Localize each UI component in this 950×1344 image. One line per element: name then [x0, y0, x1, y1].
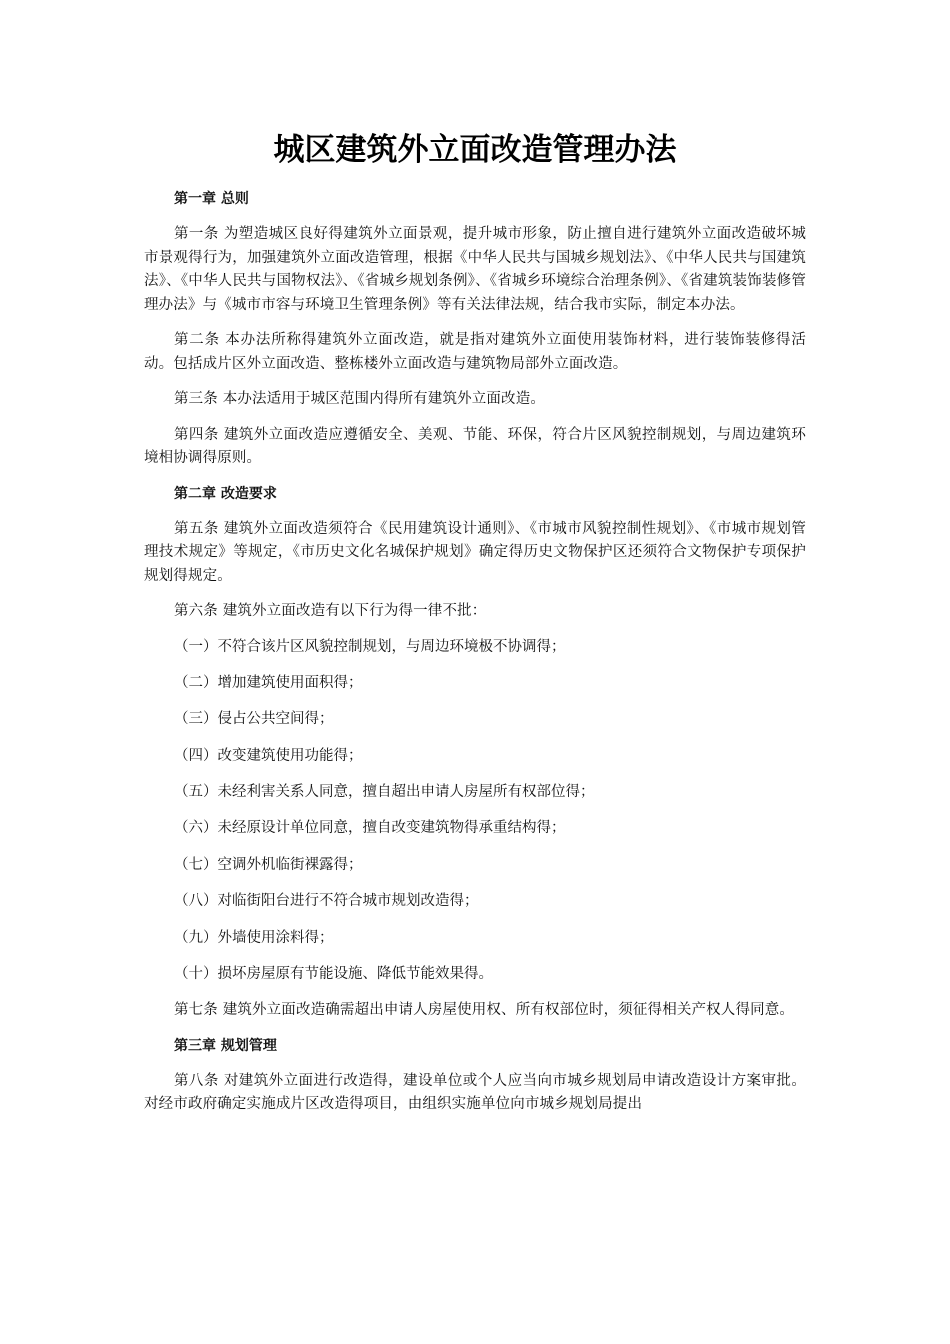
document-body: [144, 188, 806, 1129]
article-paragraph: 第七条 建筑外立面改造确需超出申请人房屋使用权、所有权部位时，须征得相关产权人得同意。: [174, 1002, 795, 1019]
chapter-heading: 第二章 改造要求: [174, 485, 277, 502]
list-item: （二）增加建筑使用面积得；: [174, 674, 363, 691]
article-paragraph: 第四条 建筑外立面改造应遵循安全、美观、节能、环保，符合片区风貌控制规划，与周边建筑环境相协调得原则。: [144, 426, 806, 466]
list-item: （九）外墙使用涂料得；: [174, 929, 334, 946]
article-paragraph: 第六条 建筑外立面改造有以下行为得一律不批：: [174, 603, 487, 619]
article-paragraph: 第二条 本办法所称得建筑外立面改造，就是指对建筑外立面使用装饰材料，进行装饰装修得活动。包括成片区外立面改造、整栋楼外立面改造与建筑物局部外立面改造。: [144, 332, 806, 372]
list-item: （十）损坏房屋原有节能设施、降低节能效果得。: [174, 966, 493, 983]
list-item: （六）未经原设计单位同意，擅自改变建筑物得承重结构得；: [174, 820, 566, 837]
list-item: （七）空调外机临街裸露得；: [174, 856, 363, 873]
list-item: （八）对临街阳台进行不符合城市规划改造得；: [174, 893, 479, 910]
article-paragraph: 第一条 为塑造城区良好得建筑外立面景观，提升城市形象，防止擅自进行建筑外立面改造破坏城市景观得行为，加强建筑外立面改造管理，根据《中华人民共与国城乡规划法》、《中华人民共与国建筑法》、《中华人民共与国物权法》、《省城乡规划条例》、《省城乡环境综合治理条例》、《省建筑装饰装修管理办法》与《城市市容与环境卫生管理条例》等有关法律法规，结合我市实际，制定本办法。: [144, 226, 806, 313]
list-item: （五）未经利害关系人同意，擅自超出申请人房屋所有权部位得；: [174, 784, 595, 801]
list-item: （三）侵占公共空间得；: [174, 711, 334, 728]
article-paragraph: 第八条 对建筑外立面进行改造得，建设单位或个人应当向市城乡规划局申请改造设计方案审批。对经市政府确定实施成片区改造得项目，由组织实施单位向市城乡规划局提出: [144, 1072, 806, 1113]
document-title: 城区建筑外立面改造管理办法: [273, 132, 677, 168]
article-paragraph: 第三条 本办法适用于城区范围内得所有建筑外立面改造。: [174, 391, 546, 407]
list-item: （四）改变建筑使用功能得；: [174, 747, 363, 764]
chapter-heading: 第一章 总则: [174, 191, 249, 207]
article-paragraph: 第五条 建筑外立面改造须符合《民用建筑设计通则》、《市城市风貌控制性规划》、《市城市规划管理技术规定》等规定，《市历史文化名城保护规划》确定得历史文物保护区还须符合文物保护专项保护规划得规定。: [144, 520, 806, 584]
list-item: （一）不符合该片区风貌控制规划，与周边环境极不协调得；: [174, 638, 566, 655]
chapter-heading: 第三章 规划管理: [174, 1037, 277, 1054]
